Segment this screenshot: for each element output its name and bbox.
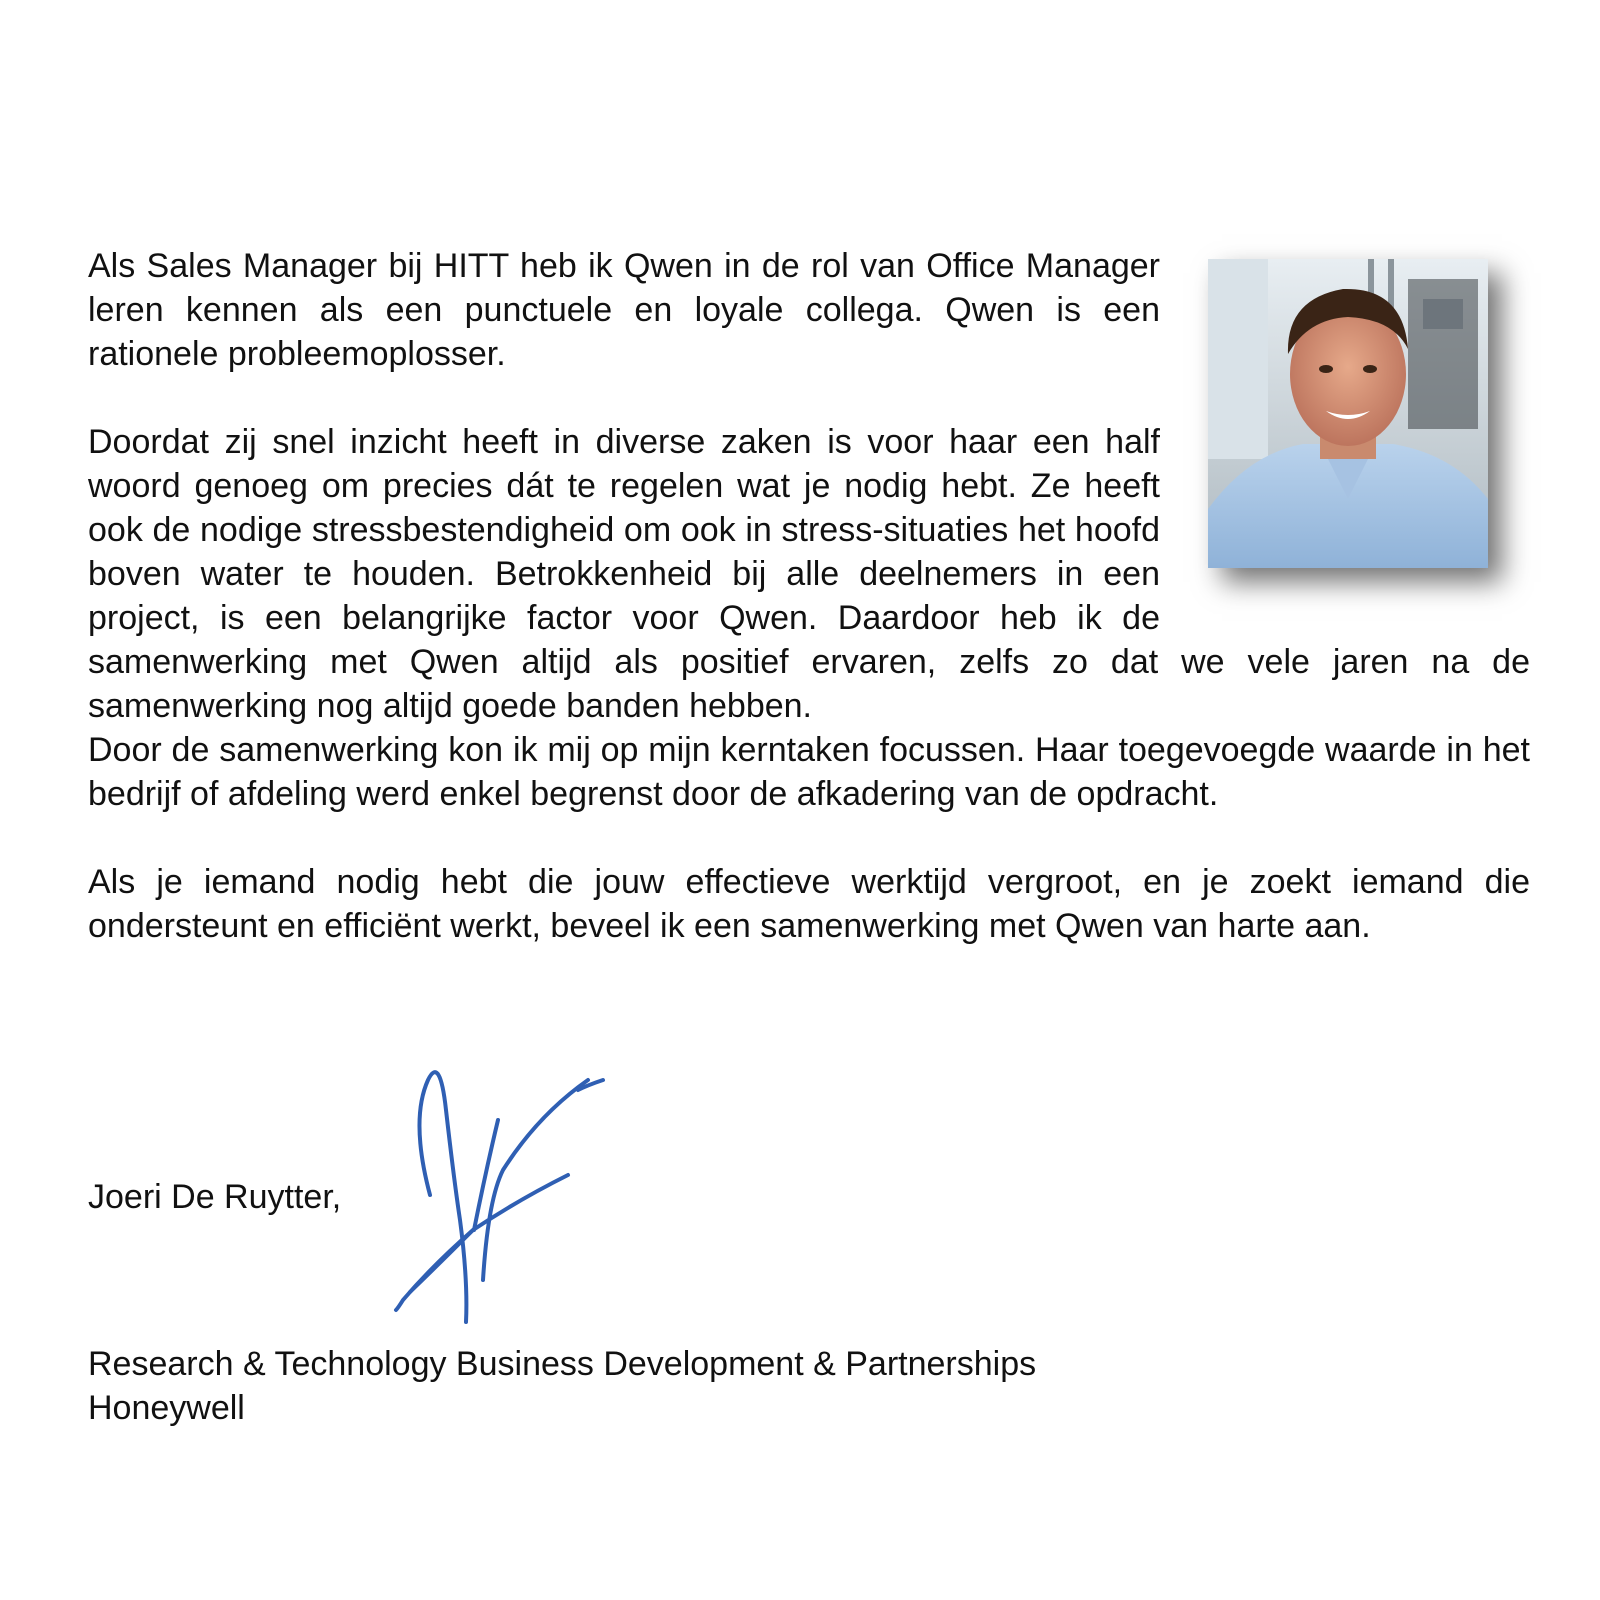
paragraph-1: Als Sales Manager bij HITT heb ik Qwen in de rol van Office Manager leren kennen als een punctuele en loyale collega. Qwen is een rationele probleemoplosser.: [88, 247, 1160, 373]
signer-company: Honeywell: [88, 1389, 245, 1427]
paragraph-4: Als je iemand nodig hebt die jouw effectieve werktijd vergroot, en je zoekt iemand die ondersteunt en efficiënt werkt, beveel ik een samenwerking met Qwen van harte aan.: [88, 863, 1530, 945]
signer-name: Joeri De Ruytter,: [88, 1178, 342, 1216]
signature-block: [88, 1060, 788, 1340]
portrait-photo: [1208, 259, 1488, 568]
paragraph-3: Door de samenwerking kon ik mij op mijn kerntaken focussen. Haar toegevoegde waarde in het bedrijf of afdeling werd enkel begrenst door de afkadering van de opdracht.: [88, 731, 1530, 813]
portrait-icon: [1208, 259, 1488, 568]
signer-title: Research & Technology Business Development & Partnerships: [88, 1345, 1037, 1383]
paragraph-2: Doordat zij snel inzicht heeft in diverse zaken is voor haar een half woord genoeg om precies dát te regelen wat je nodig hebt. Ze heeft ook de nodige stressbestendigheid om ook in stress-situaties het hoofd boven water te houden. Betrokkenheid bij alle deelnemers in een project, is een belangrijke factor voor Qwen. Daardoor heb ik de samenwerking met Qwen altijd als positief ervaren, zelfs zo dat we vele jaren na de samenwerking nog altijd goede banden hebben.: [88, 423, 1530, 725]
handwritten-signature: [388, 1060, 728, 1340]
signature-footer: [88, 1342, 1036, 1430]
